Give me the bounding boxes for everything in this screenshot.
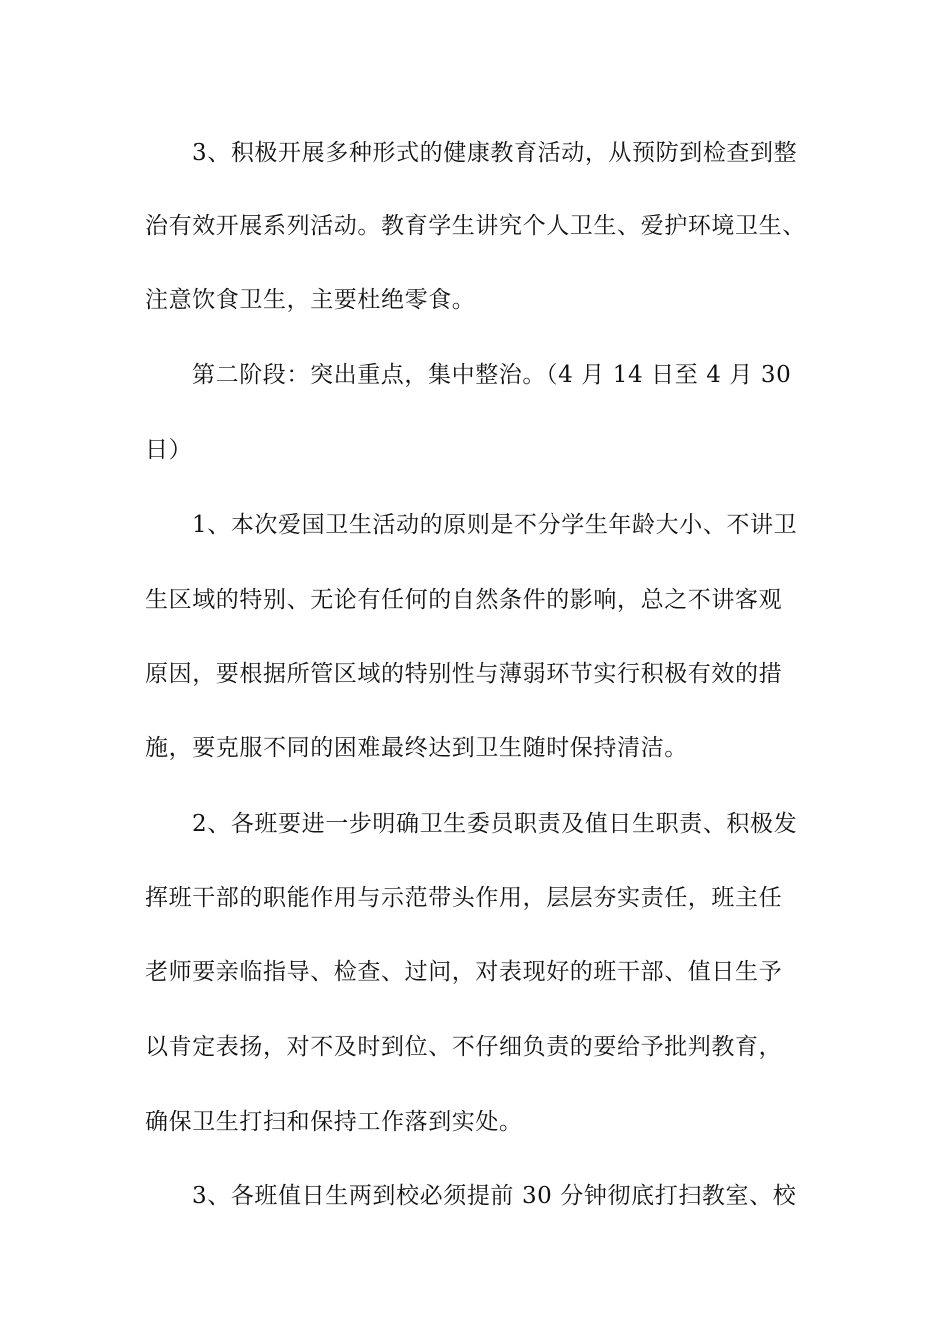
paragraph-line: 施，要克服不同的困难最终达到卫生随时保持清洁。	[145, 735, 688, 761]
paragraph-line: 治有效开展系列活动。教育学生讲究个人卫生、爱护环境卫生、	[145, 213, 806, 239]
paragraph-line: 确保卫生打扫和保持工作落到实处。	[145, 1109, 523, 1135]
paragraph-line: 以肯定表扬，对不及时到位、不仔细负责的要给予批判教育，	[145, 1034, 783, 1060]
section-heading-line: 第二阶段：突出重点，集中整治。（4 月 14 日至 4 月 30	[192, 362, 792, 388]
paragraph-line: 原因，要根据所管区域的特别性与薄弱环节实行积极有效的措	[145, 661, 783, 687]
paragraph-line: 3、各班值日生两到校必须提前 30 分钟彻底打扫教室、校	[192, 1183, 797, 1209]
paragraph-line: 3、积极开展多种形式的健康教育活动，从预防到检查到整	[192, 140, 798, 166]
paragraph-line: 生区域的特别、无论有任何的自然条件的影响，总之不讲客观	[145, 587, 783, 613]
paragraph-line: 1、本次爱国卫生活动的原则是不分学生年龄大小、不讲卫	[192, 512, 798, 538]
paragraph-line: 2、各班要进一步明确卫生委员职责及值日生职责、积极发	[192, 811, 798, 837]
paragraph-line: 老师要亲临指导、检查、过问，对表现好的班干部、值日生予	[145, 959, 783, 985]
paragraph-line: 注意饮食卫生，主要杜绝零食。	[145, 287, 476, 313]
section-heading-line: 日）	[145, 437, 193, 463]
paragraph-line: 挥班干部的职能作用与示范带头作用，层层夯实责任，班主任	[145, 885, 783, 911]
